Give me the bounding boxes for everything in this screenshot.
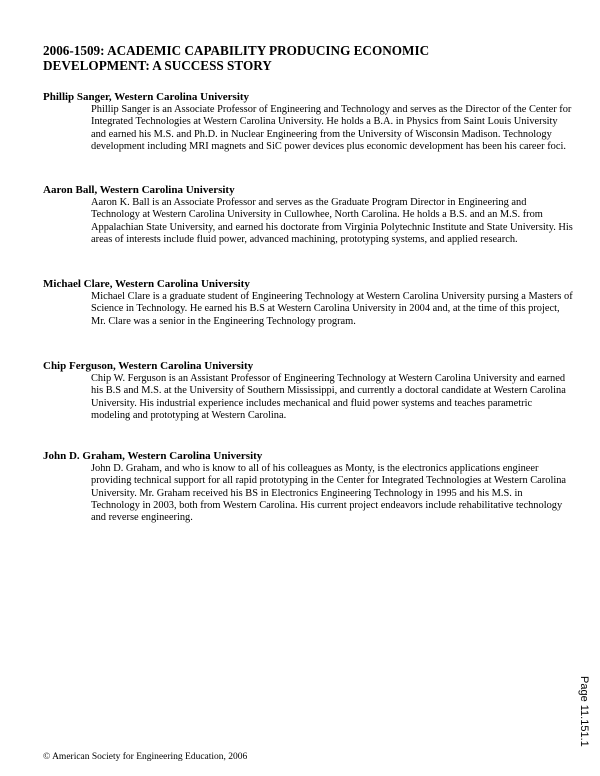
page-number: Page 11.151.1: [578, 676, 590, 747]
paper-title-line-1: 2006-1509: ACADEMIC CAPABILITY PRODUCING ECONOMIC: [43, 43, 430, 58]
author-bio-ball: [43, 184, 583, 246]
author-bio-clare: [43, 278, 583, 328]
author-bio-ferguson: [43, 360, 583, 422]
author-name: Michael Clare, Western Carolina University: [43, 278, 250, 290]
author-bio-text: Michael Clare is a graduate student of Engineering Technology at Western Carolina University pursing a Masters of Science in Technology. He earned his B.S at Western Carolina University in 2004 and, at the time of this project, Mr. Clare was a senior in the Engineering Technology program.: [91, 291, 573, 327]
author-bio-graham: [43, 450, 583, 524]
author-bio-text: Phillip Sanger is an Associate Professor of Engineering and Technology and serves as the Director of the Center for Integrated Technologies at Western Carolina University. He holds a B.A. in Physics from Saint Louis University and earned his M.S. and Ph.D. in Nuclear Engineering from the University of Wisconsin Madison. Technology development including MRI magnets and SiC power devices plus economic development has been his career foci.: [91, 104, 572, 152]
author-bio-text: Chip W. Ferguson is an Assistant Professor of Engineering Technology at Western Carolina University and earned his B.S and M.S. at the University of Southern Mississippi, and currently a doctoral candidate at Western Carolina University. His industrial experience includes mechanical and fluid power systems and teaches parametric modeling and prototyping at Western Carolina.: [91, 373, 566, 421]
author-bio-text: Aaron K. Ball is an Associate Professor and serves as the Graduate Program Director in Engineering and Technology at Western Carolina University in Cullowhee, North Carolina. He holds a B.S. and an M.S. from Appalachian State University, and earned his doctorate from Virginia Polytechnic Institute and State University. His areas of interests include fluid power, advanced machining, prototyping systems, and applied research.: [91, 197, 573, 245]
paper-title: [43, 43, 543, 73]
author-bio-sanger: [43, 91, 583, 153]
author-name: Chip Ferguson, Western Carolina University: [43, 360, 254, 372]
author-name: John D. Graham, Western Carolina University: [43, 450, 263, 462]
copyright-footer: © American Society for Engineering Education, 2006: [43, 752, 248, 762]
paper-title-line-2: DEVELOPMENT: A SUCCESS STORY: [43, 58, 272, 73]
author-name: Phillip Sanger, Western Carolina University: [43, 91, 250, 103]
author-bio-text: John D. Graham, and who is know to all of his colleagues as Monty, is the electronics applications engineer providing technical support for all rapid prototyping in the Center for Integrated Technologies at Western Carolina University. Mr. Graham received his BS in Electronics Engineering Technology in 1995 and his M.S. in Technology in 2003, both from Western Carolina. His current project endeavors include rehabilitative technology and reverse engineering.: [91, 463, 567, 524]
author-name: Aaron Ball, Western Carolina University: [43, 184, 235, 196]
